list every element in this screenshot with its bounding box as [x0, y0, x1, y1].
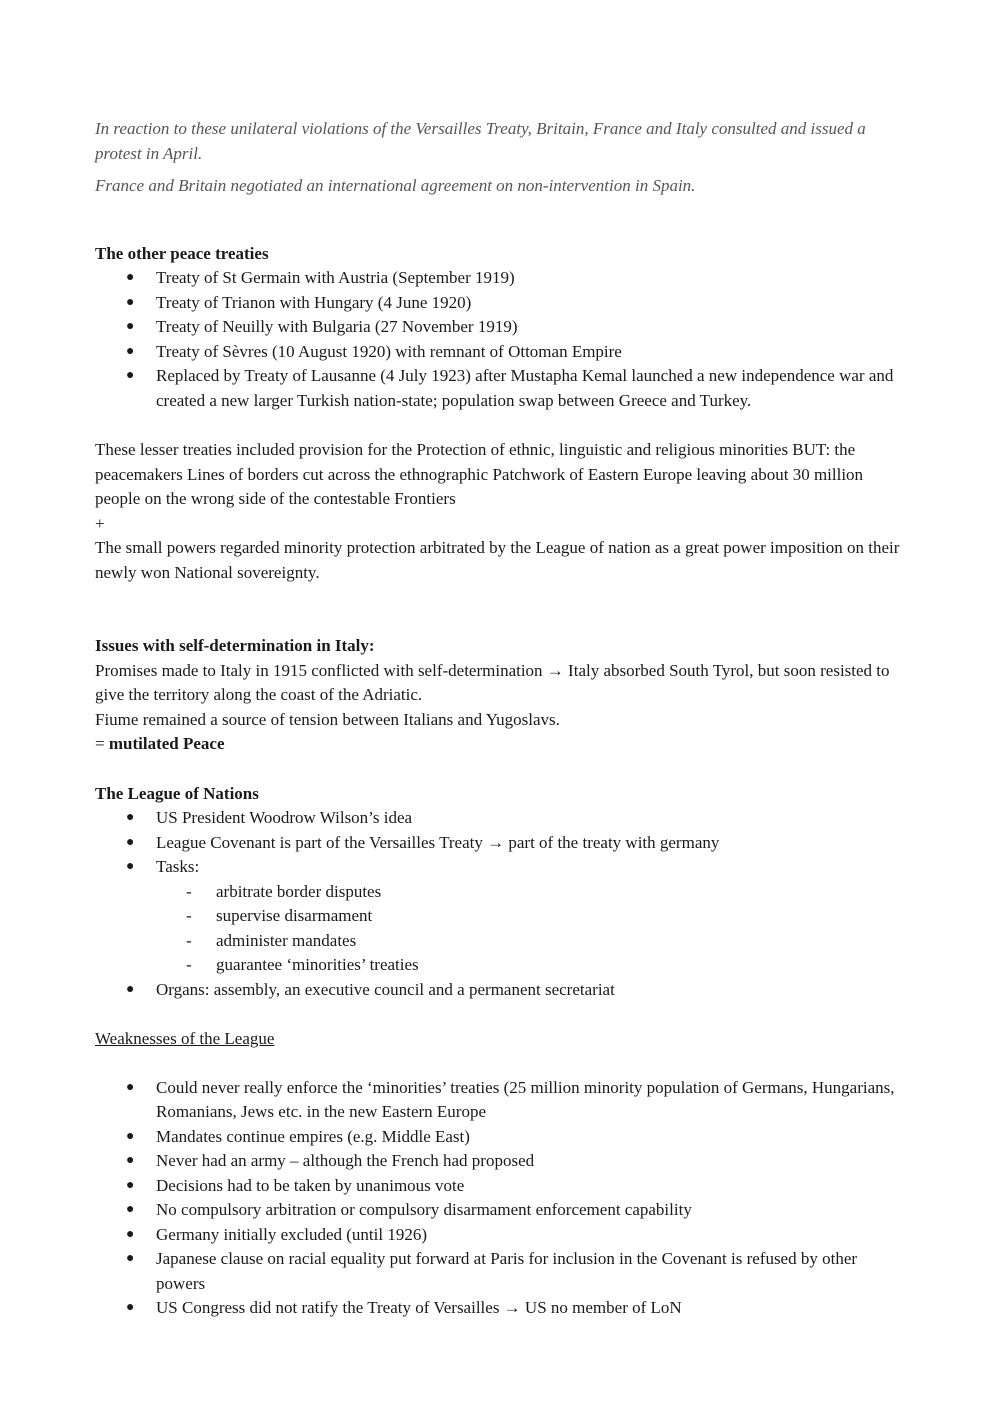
- dash-icon: -: [186, 955, 192, 974]
- body-paragraph: Promises made to Italy in 1915 conflicted with self-determination → Italy absorbed South Tyrol, but soon resisted to give the territory along the coast of the Adriatic.: [95, 660, 890, 704]
- list-item-text: Treaty of Sèvres (10 August 1920) with remnant of Ottoman Empire: [156, 341, 622, 361]
- section-heading: Issues with self-determination in Italy:: [95, 636, 375, 655]
- list-item: [95, 831, 900, 856]
- list-item: [95, 806, 900, 831]
- bullet-icon: ●: [126, 368, 135, 383]
- sub-list-item-text: supervise disarmament: [216, 906, 373, 925]
- list-item: [95, 978, 900, 1003]
- bullet-icon: ●: [126, 981, 135, 997]
- list-item-text: US President Woodrow Wilson’s idea: [156, 808, 413, 827]
- list-item-text: Mandates continue empires (e.g. Middle East): [156, 1126, 470, 1146]
- list-item: [95, 1149, 900, 1174]
- dash-icon: -: [186, 881, 192, 901]
- sub-list-item: [95, 929, 900, 954]
- bullet-icon: ●: [126, 294, 135, 310]
- list-item: [95, 266, 900, 291]
- conclusion-prefix: =: [95, 734, 109, 753]
- section-heading: The other peace treaties: [95, 243, 269, 263]
- intro-paragraph: In reaction to these unilateral violations of the Versailles Treaty, Britain, France and Italy consulted and issued a protest in April.: [95, 119, 866, 163]
- conclusion-bold-text: mutilated Peace: [108, 734, 225, 753]
- list-item: [95, 364, 900, 413]
- list-item-text: Decisions had to be taken by unanimous vote: [156, 1175, 465, 1195]
- document-page: [95, 117, 900, 1321]
- bullet-list: [95, 266, 900, 413]
- plus-sign: +: [95, 513, 105, 533]
- list-item-text: Germany initially excluded (until 1926): [156, 1224, 427, 1244]
- bullet-list: [95, 978, 900, 1003]
- dash-icon: -: [186, 930, 192, 950]
- sub-list-item-text: guarantee ‘minorities’ treaties: [216, 955, 419, 974]
- list-item: [95, 1076, 900, 1125]
- list-item: [95, 1296, 900, 1321]
- list-item-text: US Congress did not ratify the Treaty of Versailles → US no member of LoN: [156, 1298, 682, 1317]
- bullet-icon: ●: [126, 859, 135, 874]
- list-item-text: Never had an army – although the French had proposed: [156, 1151, 535, 1170]
- bullet-icon: ●: [126, 270, 135, 285]
- bullet-icon: ●: [126, 319, 135, 334]
- bullet-icon: ●: [126, 1128, 135, 1144]
- list-item-text: Treaty of Trianon with Hungary (4 June 1920): [156, 292, 472, 312]
- list-item: [95, 1223, 900, 1248]
- dash-list: [95, 880, 900, 978]
- list-item: [95, 340, 900, 365]
- list-item: [95, 315, 900, 340]
- bullet-icon: ●: [126, 1177, 135, 1193]
- list-item-text: Japanese clause on racial equality put forward at Paris for inclusion in the Covenant is refused by other powers: [156, 1249, 858, 1293]
- conclusion-line: [95, 732, 900, 757]
- list-item-text: Treaty of St Germain with Austria (September 1919): [156, 268, 515, 287]
- intro-section: [95, 117, 900, 199]
- bullet-icon: ●: [126, 1226, 135, 1242]
- section-heading: The League of Nations: [95, 783, 259, 803]
- bullet-icon: ●: [126, 810, 135, 825]
- bullet-icon: ●: [126, 1202, 135, 1217]
- intro-paragraph: France and Britain negotiated an international agreement on non-intervention in Spain.: [95, 176, 696, 195]
- league-section: [95, 782, 900, 1003]
- dash-icon: -: [186, 906, 192, 925]
- weaknesses-section: [95, 1027, 900, 1321]
- sub-list-item: [95, 953, 900, 978]
- list-item: [95, 1247, 900, 1296]
- sub-list-item-text: arbitrate border disputes: [216, 881, 382, 901]
- sub-list-item-text: administer mandates: [216, 930, 357, 950]
- list-item-text: Treaty of Neuilly with Bulgaria (27 November 1919): [156, 317, 518, 336]
- bullet-list: [95, 1076, 900, 1321]
- bullet-icon: ●: [126, 1300, 135, 1315]
- list-item-text: Tasks:: [156, 857, 200, 876]
- list-item: [95, 1174, 900, 1199]
- bullet-icon: ●: [126, 1251, 135, 1266]
- bullet-icon: ●: [126, 1153, 135, 1168]
- sub-list-item: [95, 904, 900, 929]
- body-paragraph: The small powers regarded minority protection arbitrated by the League of nation as a great power imposition on their newly won National sovereignty.: [95, 538, 900, 582]
- bullet-icon: ●: [126, 834, 135, 850]
- bullet-icon: ●: [126, 1079, 135, 1095]
- list-item: [95, 291, 900, 316]
- section-heading: Weaknesses of the League: [95, 1029, 275, 1048]
- list-item-text: League Covenant is part of the Versailles Treaty → part of the treaty with germany: [156, 832, 720, 852]
- list-item-text: Could never really enforce the ‘minorities’ treaties (25 million minority population of Germans, Hungarians, Romanians, Jews etc. in the new Eastern Europe: [156, 1077, 895, 1121]
- list-item-text: Replaced by Treaty of Lausanne (4 July 1923) after Mustapha Kemal launched a new independence war and created a new larger Turkish nation-state; population swap between Greece and Turkey.: [156, 366, 894, 410]
- bullet-icon: ●: [126, 343, 135, 359]
- list-item: [95, 855, 900, 880]
- list-item: [95, 1125, 900, 1150]
- bullet-list: [95, 806, 900, 880]
- list-item-text: No compulsory arbitration or compulsory disarmament enforcement capability: [156, 1200, 692, 1219]
- body-paragraph: These lesser treaties included provision for the Protection of ethnic, linguistic and religious minorities BUT: the peacemakers Lines of borders cut across the ethnographic Patchwork of Eastern Europe leaving about 30 million people on the wrong side of the contestable Frontiers: [95, 440, 864, 508]
- peace-treaties-section: [95, 242, 900, 414]
- lesser-treaties-section: [95, 438, 900, 585]
- list-item: [95, 1198, 900, 1223]
- italy-section: [95, 634, 900, 757]
- body-paragraph: Fiume remained a source of tension between Italians and Yugoslavs.: [95, 709, 560, 729]
- list-item-text: Organs: assembly, an executive council and a permanent secretariat: [156, 979, 615, 999]
- sub-list-item: [95, 880, 900, 905]
